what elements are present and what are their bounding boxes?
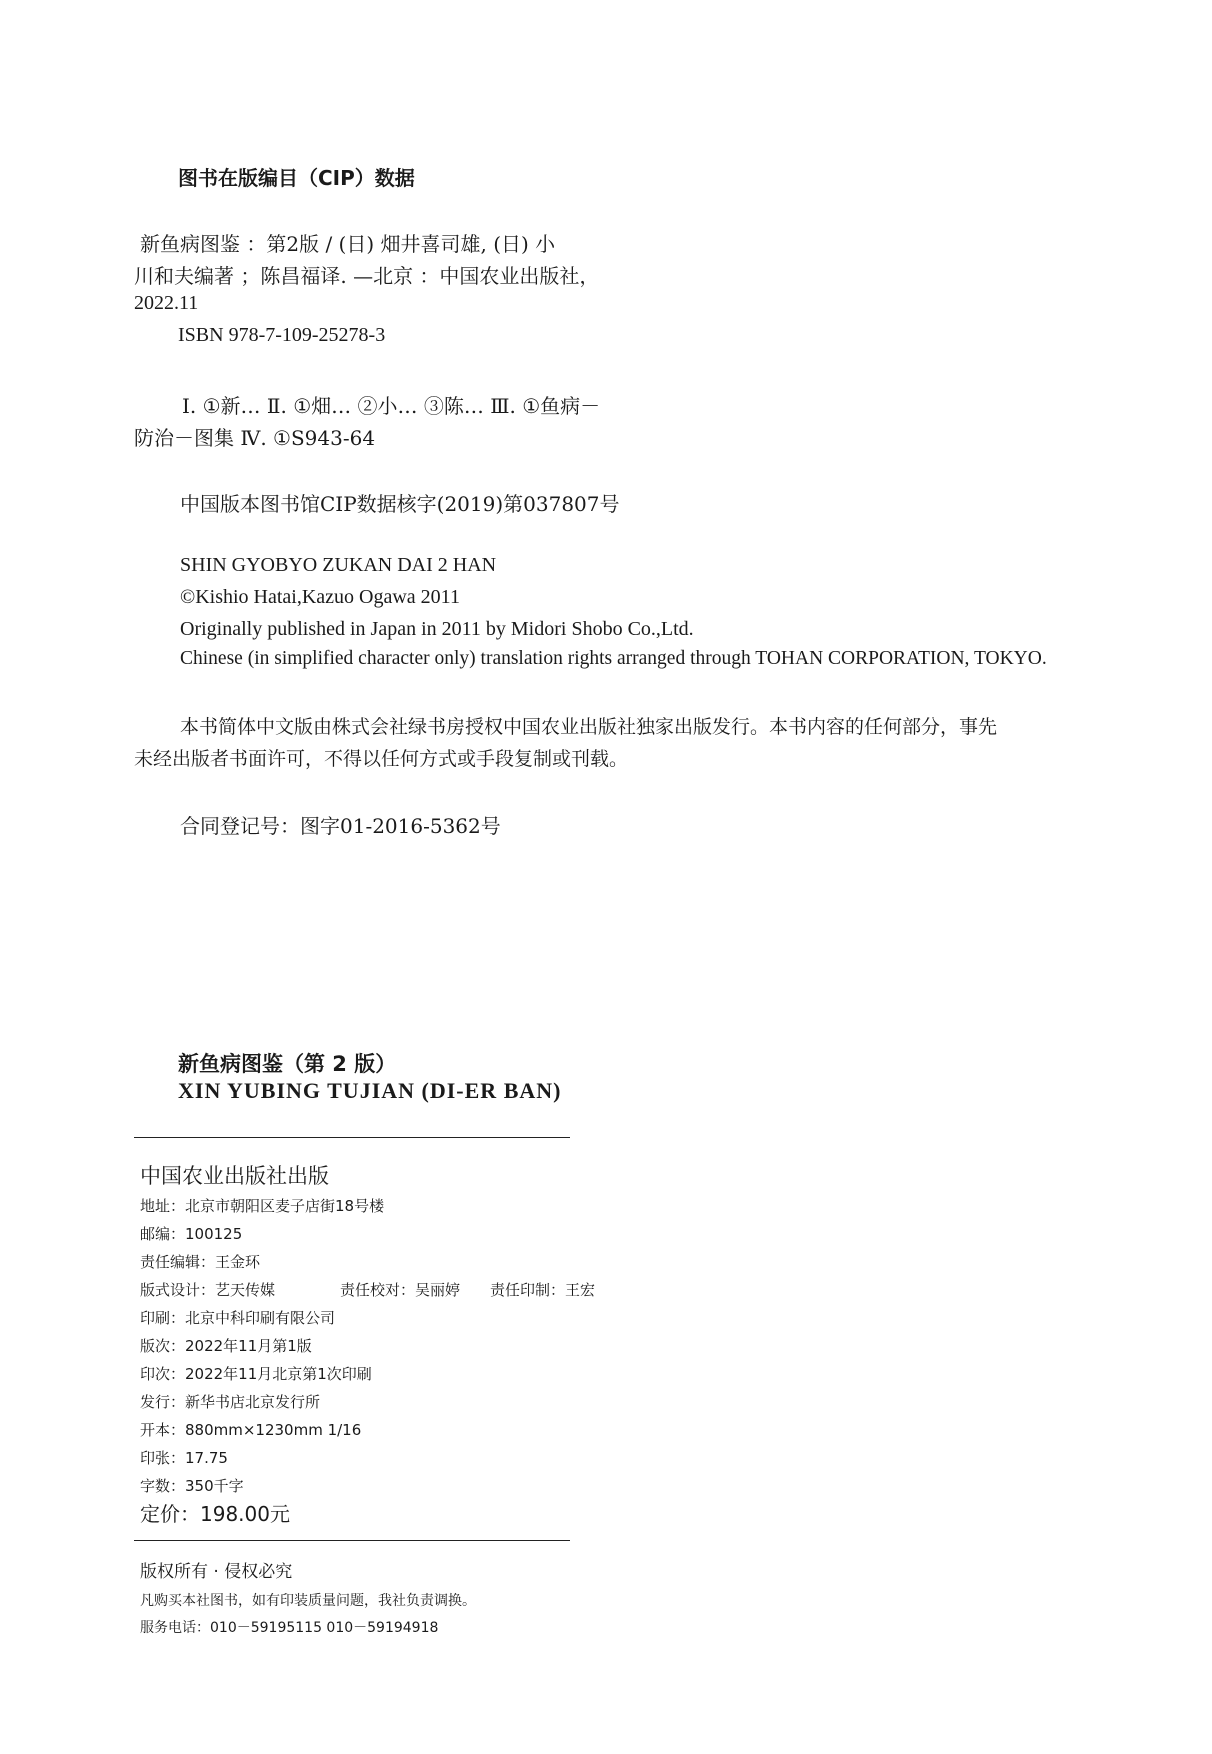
divider-bottom [134,1540,570,1541]
isbn: ISBN 978-7-109-25278-3 [178,324,386,346]
book-title-pinyin: XIN YUBING TUJIAN (DI-ER BAN) [178,1078,562,1103]
word-count: 字数：350千字 [140,1477,244,1495]
divider-top [134,1137,570,1138]
price: 定价：198.00元 [140,1502,290,1526]
publisher-address: 地址：北京市朝阳区麦子店街18号楼 [140,1197,385,1215]
printer: 印刷：北京中科印刷有限公司 [140,1309,336,1327]
cip-entry-line-1: 新鱼病图鉴 ：第2版 / (日) 畑井喜司雄, (日) 小 [140,232,556,256]
responsible-print-manager: 责任印制：王宏 [490,1281,596,1299]
cip-classification-line-2: 防治－图集 Ⅳ. ①S943-64 [134,426,376,450]
edition: 版次：2022年11月第1版 [140,1337,312,1355]
replacement-notice: 凡购买本社图书，如有印装质量问题，我社负责调换。 [140,1593,476,1609]
responsible-editor: 责任编辑：王金环 [140,1253,261,1271]
page-format: 开本：880mm×1230mm 1/16 [140,1421,362,1439]
publisher-postcode: 邮编：100125 [140,1225,243,1243]
license-notice-line-2: 未经出版者书面许可，不得以任何方式或手段复制或刊载。 [134,748,629,770]
cip-entry-line-3: 2022.11 [134,292,199,314]
original-title: SHIN GYOBYO ZUKAN DAI 2 HAN [180,554,497,576]
original-copyright: ©Kishio Hatai,Kazuo Ogawa 2011 [180,586,460,608]
service-phone: 服务电话：010－59195115 010－59194918 [140,1620,439,1636]
cip-heading: 图书在版编目（CIP）数据 [178,166,415,190]
responsible-proofreader: 责任校对：吴丽婷 [340,1281,461,1299]
original-publication: Originally published in Japan in 2011 by Midori Shobo Co.,Ltd. [180,618,694,640]
impression: 印次：2022年11月北京第1次印刷 [140,1365,372,1383]
book-title-chinese: 新鱼病图鉴（第 2 版） [178,1052,397,1076]
cip-classification-line-1: Ⅰ. ①新… Ⅱ. ①畑… ②小… ③陈… Ⅲ. ①鱼病－ [182,394,601,418]
distributor: 发行：新华书店北京发行所 [140,1393,321,1411]
cip-entry-line-2: 川和夫编著 ；陈昌福译. —北京 ：中国农业出版社， [134,264,600,288]
contract-registration: 合同登记号：图字01-2016-5362号 [180,814,501,838]
cip-record-number: 中国版本图书馆CIP数据核字(2019)第037807号 [180,492,620,516]
rights-heading: 版权所有 · 侵权必究 [140,1562,293,1582]
license-notice-line-1: 本书简体中文版由株式会社绿书房授权中国农业出版社独家出版发行。本书内容的任何部分，事先 [180,716,998,738]
layout-design: 版式设计：艺天传媒 [140,1281,276,1299]
publisher-name: 中国农业出版社出版 [140,1164,329,1188]
printed-sheets: 印张：17.75 [140,1449,228,1467]
translation-rights: Chinese (in simplified character only) translation rights arranged through TOHAN CORPORATION, TOKYO. [180,648,1047,669]
